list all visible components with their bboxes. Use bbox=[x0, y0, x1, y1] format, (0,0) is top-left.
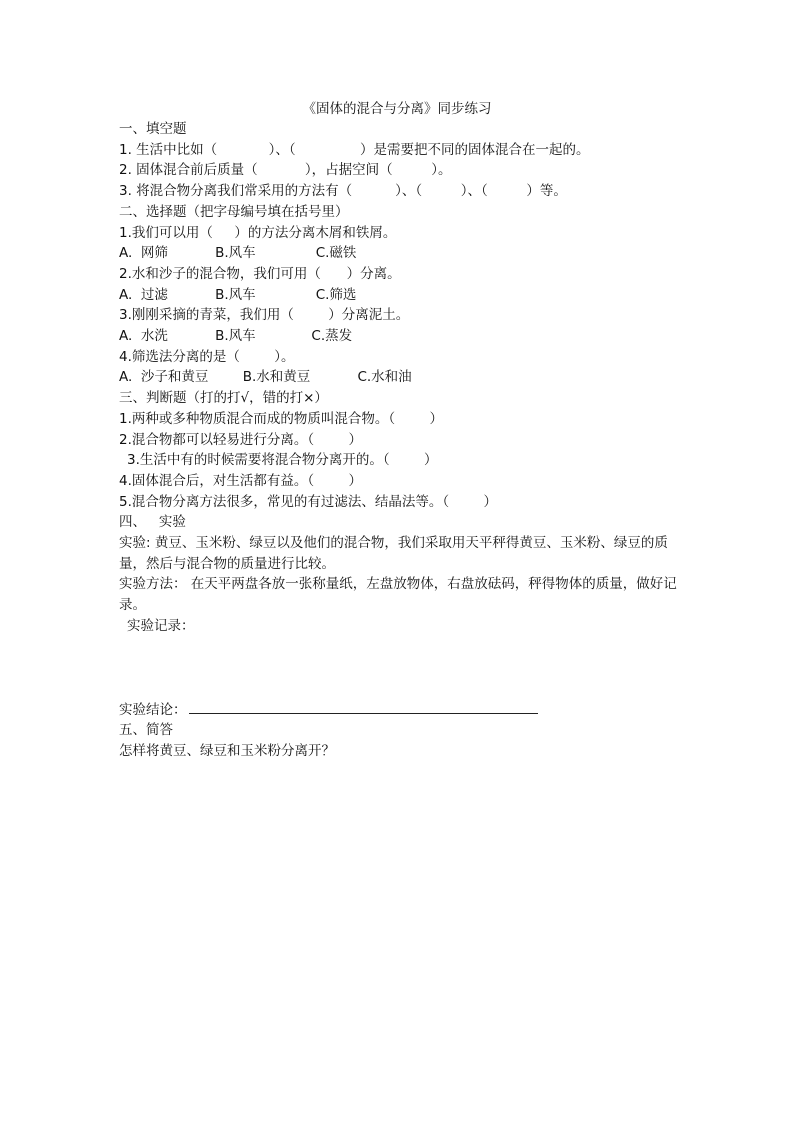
judge-question-5: 5.混合物分离方法很多，常见的有过滤法、结晶法等。（ ） bbox=[119, 493, 497, 510]
choice-question-3-options: A. 水洗 B.风车 C.蒸发 bbox=[119, 328, 353, 345]
section-experiment-heading: 四、 实验 bbox=[119, 514, 186, 531]
worksheet-content bbox=[119, 119, 679, 762]
experiment-record-label: 实验记录： bbox=[127, 617, 195, 634]
choice-question-1-options: A. 网筛 B.风车 C.磁铁 bbox=[119, 245, 357, 262]
choice-question-4: 4.筛选法分离的是（ ）。 bbox=[119, 348, 295, 365]
choice-question-1: 1.我们可以用（ ）的方法分离木屑和铁屑。 bbox=[119, 224, 397, 241]
experiment-conclusion-label: 实验结论： bbox=[119, 701, 187, 718]
page-title: 《固体的混合与分离》同步练习 bbox=[302, 101, 492, 117]
fill-blank-question-2: 2. 固体混合前后质量（ ），占据空间（ ）。 bbox=[119, 162, 452, 179]
conclusion-answer-line bbox=[189, 699, 538, 714]
judge-question-3: 3.生活中有的时候需要将混合物分离开的。（ ） bbox=[127, 452, 438, 469]
section-fill-blank-heading: 一、填空题 bbox=[119, 121, 187, 137]
choice-question-2: 2.水和沙子的混合物，我们可用（ ）分离。 bbox=[119, 265, 401, 282]
fill-blank-question-3: 3. 将混合物分离我们常采用的方法有（ ）、（ ）、（ ）等。 bbox=[119, 183, 567, 200]
experiment-conclusion-row bbox=[119, 699, 679, 721]
experiment-record-space bbox=[119, 637, 679, 699]
short-answer-question-1: 怎样将黄豆、绿豆和玉米粉分离开？ bbox=[119, 742, 335, 759]
section-judge-heading: 三、判断题（打的打√，错的打×） bbox=[119, 390, 328, 407]
choice-question-4-options: A. 沙子和黄豆 B.水和黄豆 C.水和油 bbox=[119, 369, 412, 386]
experiment-description: 实验: 黄豆、玉米粉、绿豆以及他们的混合物，我们采取用天平秤得黄豆、玉米粉、绿豆的质量，然后与混合物的质量进行比较。 bbox=[119, 535, 668, 572]
judge-question-2: 2.混合物都可以轻易进行分离。（ ） bbox=[119, 431, 362, 448]
choice-question-2-options: A. 过滤 B.风车 C.筛选 bbox=[119, 286, 357, 303]
judge-question-4: 4.固体混合后，对生活都有益。（ ） bbox=[119, 472, 362, 489]
choice-question-3: 3.刚刚采摘的青菜，我们用（ ）分离泥土。 bbox=[119, 307, 410, 324]
section-choice-heading: 二、选择题（把字母编号填在括号里） bbox=[119, 203, 349, 220]
experiment-method: 实验方法： 在天平两盘各放一张称量纸，左盘放物体，右盘放砝码，秤得物体的质量，做好记录。 bbox=[119, 576, 677, 614]
section-short-answer-heading: 五、简答 bbox=[119, 722, 173, 739]
fill-blank-question-1: 1. 生活中比如（ ）、（ ）是需要把不同的固体混合在一起的。 bbox=[119, 141, 590, 158]
judge-question-1: 1.两种或多种物质混合而成的物质叫混合物。（ ） bbox=[119, 410, 443, 427]
